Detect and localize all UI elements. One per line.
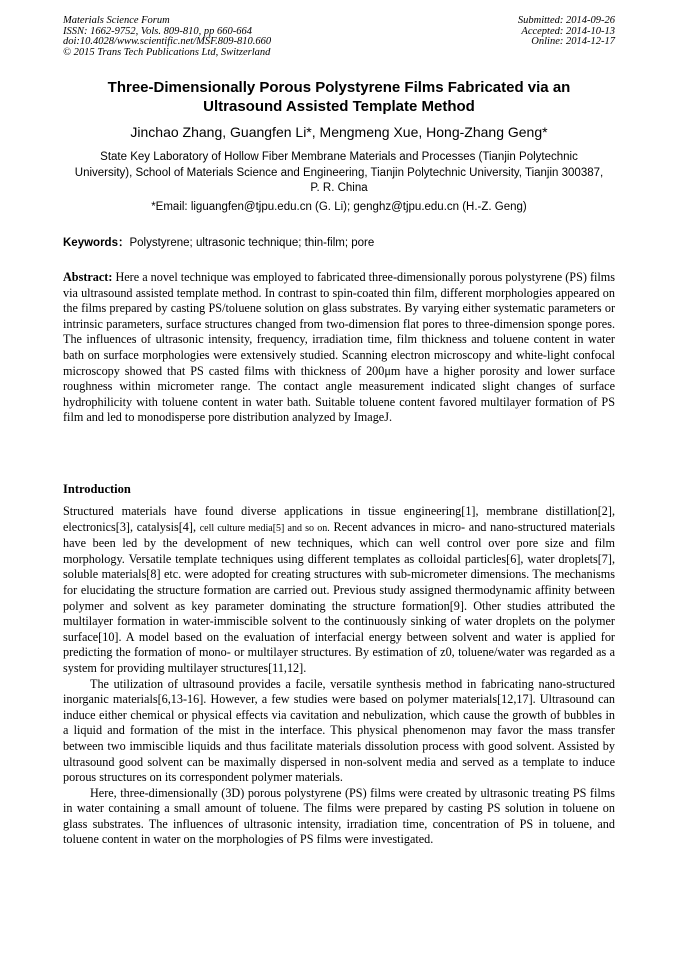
intro-paragraph-3: Here, three-dimensionally (3D) porous polystyrene (PS) films were created by ultrasonic treating PS films in water containing a small amount of toluene. The films were prepared by casting PS solution in toluene on glass substrates. The influences of ultrasonic intensity, irradiation time, concentration of PS in toluene, and toluene content in water on the morphologies of PS films were investigated. — [63, 785, 615, 847]
author-list: Jinchao Zhang, Guangfen Li*, Mengmeng Xue, Hong-Zhang Geng* — [130, 124, 548, 140]
intro-paragraph-2: The utilization of ultrasound provides a facile, versatile synthesis method in fabricating nano-structured inorganic materials[6,13-16]. However, a few studies were based on polymer materials[12,17]. Ultrasound can induce either chemical or physical effects via cavitation and nebulization, which cause the growth of bubbles in a liquid and formation of the mist in the interface. This physical phenomenon may favor the mass transfer between two immiscible liquids and thus facilitate materials dissolution process with good solvent. Assisted by ultrasound good solvent can be maximally dispersed in non-solvent media and served as a template to induce porous structures on its correspondent polymer materials. — [63, 676, 615, 785]
intro-p1-end: Recent advances in micro- and nano-structured materials have been led by the development of new techniques, which can well control over pore size and film morphology. Versatile template techniques using different templates as colloidal particles[6], water droplets[7], soluble materials[8] etc. were adopted for creating structures with sub-micrometer dimensions. The mechanisms for elucidating the structure formation are carried out. Previous study assigned thermodynamic affinity between polymer and solvent as key parameter dominating the structure formation[9]. Other studies attributed the multilayer formation in water-immiscible solvent to the continuously sinking of water droplets on the polymer surface[10]. A model based on the evaluation of interfacial energy between solvent and water is applied for predicting the formation of mono- or multilayer structures. By estimation of z0, toluene/water was regarded as a system for providing multilayer structures[11,12]. — [63, 519, 615, 675]
introduction-body — [63, 504, 615, 848]
intro-p1-start: Structured materials have found diverse applications in tissue engineering[1], membrane distillation[2], electronics[3], catalysis[4], — [63, 504, 615, 534]
abstract — [63, 270, 615, 426]
journal-issn: ISSN: 1662-9752, Vols. 809-810, pp 660-664 — [63, 25, 252, 37]
intro-p1-small-text: cell culture media[5] and so on. — [199, 522, 330, 534]
keywords-label: Keywords： — [63, 237, 130, 249]
affiliation: State Key Laboratory of Hollow Fiber Membrane Materials and Processes (Tianjin Polytechnic University), School of Materials Science and Engineering, Tianjin Polytechnic University, Tianjin 300387, P. R. China — [74, 151, 604, 194]
online-date: Online: 2014-12-17 — [531, 36, 615, 47]
paper-title — [40, 78, 638, 116]
intro-paragraph-1 — [63, 504, 615, 677]
abstract-text: Here a novel technique was employed to fabricated three-dimensionally porous polystyrene (PS) films via ultrasound assisted template method. In contrast to spin-coated thin film, different morphologies appeared on the films prepared by casting PS/toluene solution on glass substrates. By varying either systematic parameters or intrinsic parameters, surface structures changed from two-dimension flat pores to three-dimension sponge pores. The influences of ultrasonic intensity, frequency, irradiation time, film thickness and toluene content in water bath on surface morphologies were extensively studied. Scanning electron microscopy and white-light confocal microscopy showed that PS casted films with thickness of 200μm have a higher porosity and lower surface roughness within micrometer range. The contact angle measurement indicated slight changes of surface hydrophilicity with toluene content in water bath. Suitable toluene content favored multilayer formation of PS film and led to monodisperse pore distribution analyzed by ImageJ. — [63, 270, 616, 425]
keywords-text: Polystyrene; ultrasonic technique; thin-film; pore — [129, 237, 375, 249]
introduction-heading: Introduction — [63, 482, 131, 496]
dates-header — [518, 16, 615, 48]
title-line-2: Ultrasound Assisted Template Method — [203, 98, 475, 115]
accepted-date: Accepted: 2014-10-13 — [521, 25, 615, 37]
abstract-label: Abstract: — [63, 270, 113, 284]
keywords — [63, 236, 615, 251]
title-line-1: Three-Dimensionally Porous Polystyrene Films Fabricated via an — [107, 79, 571, 96]
submitted-date: Submitted: 2014-09-26 — [517, 15, 615, 26]
journal-copyright: © 2015 Trans Tech Publications Ltd, Switzerland — [63, 46, 271, 58]
contact-email[interactable]: *Email: liguangfen@tjpu.edu.cn (G. Li); genghz@tjpu.edu.cn (H.-Z. Geng) — [151, 201, 527, 213]
journal-doi[interactable]: doi:10.4028/www.scientific.net/MSF.809-810.660 — [63, 36, 272, 47]
journal-header — [63, 16, 271, 58]
journal-name: Materials Science Forum — [63, 15, 170, 26]
